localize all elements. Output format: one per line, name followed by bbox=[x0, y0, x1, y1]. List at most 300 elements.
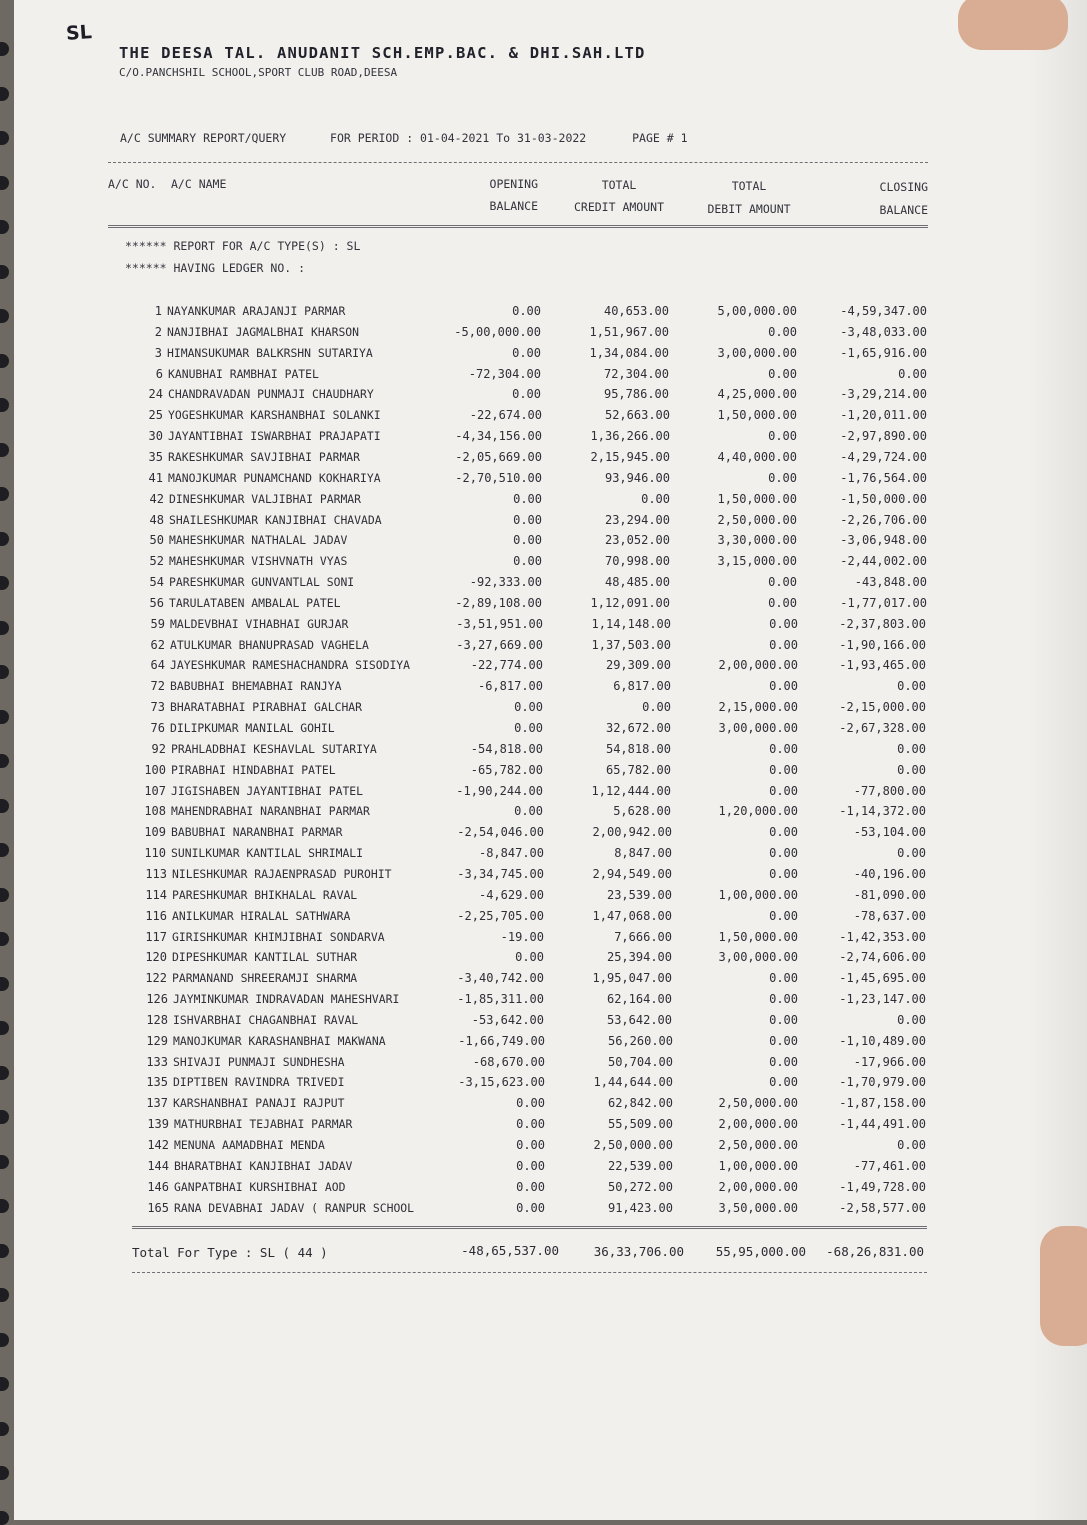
account-number: 62 bbox=[150, 638, 165, 652]
credit-amount: 56,260.00 bbox=[607, 1034, 673, 1048]
binding-hole bbox=[0, 87, 9, 101]
debit-amount: 2,00,000.00 bbox=[718, 1180, 798, 1194]
account-name: MANOJKUMAR PUNAMCHAND KOKHARIYA bbox=[168, 471, 381, 485]
binding-hole bbox=[0, 977, 9, 991]
account-name: PARESHKUMAR BHIKHALAL RAVAL bbox=[172, 888, 358, 902]
account-name: RANA DEVABHAI JADAV ( RANPUR SCHOOL bbox=[174, 1201, 415, 1215]
closing-balance: -2,37,803.00 bbox=[839, 617, 926, 631]
opening-balance: -1,90,244.00 bbox=[456, 784, 543, 798]
account-number: 137 bbox=[146, 1096, 168, 1110]
col-debit-2: DEBIT AMOUNT bbox=[707, 202, 791, 216]
opening-balance: 0.00 bbox=[513, 533, 542, 547]
closing-balance: -81,090.00 bbox=[853, 888, 926, 902]
credit-amount: 62,842.00 bbox=[607, 1096, 673, 1110]
col-closing-1: CLOSING bbox=[879, 180, 928, 194]
binding-hole bbox=[0, 1244, 9, 1258]
closing-balance: -2,26,706.00 bbox=[840, 513, 927, 527]
account-name: ATULKUMAR BHANUPRASAD VAGHELA bbox=[170, 638, 369, 652]
binding-hole bbox=[0, 665, 9, 679]
account-name: JIGISHABEN JAYANTIBHAI PATEL bbox=[171, 784, 364, 798]
account-name: KANUBHAI RAMBHAI PATEL bbox=[168, 367, 319, 381]
opening-balance: -4,629.00 bbox=[478, 888, 544, 902]
account-number: 56 bbox=[149, 596, 164, 610]
account-name: NAYANKUMAR ARAJANJI PARMAR bbox=[167, 304, 346, 318]
opening-balance: -53,642.00 bbox=[471, 1013, 544, 1027]
account-number: 114 bbox=[145, 888, 167, 902]
credit-amount: 1,51,967.00 bbox=[589, 325, 669, 339]
account-name: SHIVAJI PUNMAJI SUNDHESHA bbox=[173, 1055, 345, 1069]
table-row bbox=[14, 867, 1087, 885]
account-number: 126 bbox=[146, 992, 168, 1006]
credit-amount: 40,653.00 bbox=[603, 304, 669, 318]
table-row bbox=[14, 742, 1087, 760]
binding-hole bbox=[0, 754, 9, 768]
report-page bbox=[14, 0, 1087, 1520]
opening-balance: 0.00 bbox=[512, 387, 541, 401]
col-credit-2: CREDIT AMOUNT bbox=[573, 200, 664, 214]
table-row bbox=[14, 1180, 1087, 1198]
table-row bbox=[14, 554, 1087, 572]
debit-amount: 0.00 bbox=[769, 971, 798, 985]
credit-amount: 29,309.00 bbox=[605, 658, 671, 672]
opening-balance: 0.00 bbox=[516, 1180, 545, 1194]
closing-balance: -40,196.00 bbox=[853, 867, 926, 881]
debit-amount: 0.00 bbox=[768, 471, 797, 485]
debit-amount: 0.00 bbox=[769, 742, 798, 756]
closing-balance: -2,15,000.00 bbox=[839, 700, 926, 714]
spiral-binding-holes bbox=[0, 0, 14, 1520]
account-number: 144 bbox=[147, 1159, 169, 1173]
opening-balance: 0.00 bbox=[514, 700, 543, 714]
credit-amount: 70,998.00 bbox=[604, 554, 670, 568]
opening-balance: -2,89,108.00 bbox=[455, 596, 542, 610]
account-name: JAYANTIBHAI ISWARBHAI PRAJAPATI bbox=[168, 429, 381, 443]
account-number: 135 bbox=[146, 1075, 168, 1089]
table-row bbox=[14, 1096, 1087, 1114]
credit-amount: 25,394.00 bbox=[606, 950, 672, 964]
binding-hole bbox=[0, 42, 9, 56]
credit-amount: 23,294.00 bbox=[604, 513, 670, 527]
table-row bbox=[14, 992, 1087, 1010]
table-row bbox=[14, 408, 1087, 426]
account-name: BABUBHAI NARANBHAI PARMAR bbox=[171, 825, 343, 839]
debit-amount: 1,50,000.00 bbox=[717, 492, 797, 506]
account-number: 3 bbox=[154, 346, 162, 360]
debit-amount: 0.00 bbox=[769, 825, 798, 839]
binding-hole bbox=[0, 799, 9, 813]
total-opening: -48,65,537.00 bbox=[461, 1243, 559, 1258]
opening-balance: -4,34,156.00 bbox=[455, 429, 542, 443]
account-name: BABUBHAI BHEMABHAI RANJYA bbox=[170, 679, 342, 693]
table-row bbox=[14, 679, 1087, 697]
report-line bbox=[120, 131, 688, 145]
col-credit-1: TOTAL bbox=[601, 178, 637, 192]
credit-amount: 5,628.00 bbox=[613, 804, 671, 818]
opening-balance: -3,15,623.00 bbox=[458, 1075, 545, 1089]
debit-amount: 0.00 bbox=[768, 325, 797, 339]
binding-hole bbox=[0, 1333, 9, 1347]
account-number: 116 bbox=[145, 909, 167, 923]
account-number: 25 bbox=[148, 408, 163, 422]
account-number: 108 bbox=[144, 804, 166, 818]
opening-balance: -1,85,311.00 bbox=[457, 992, 544, 1006]
closing-balance: -2,74,606.00 bbox=[839, 950, 926, 964]
credit-amount: 1,95,047.00 bbox=[592, 971, 672, 985]
account-name: JAYESHKUMAR RAMESHACHANDRA SISODIYA bbox=[170, 658, 411, 672]
account-number: 30 bbox=[148, 429, 163, 443]
account-number: 6 bbox=[155, 367, 163, 381]
debit-amount: 4,40,000.00 bbox=[717, 450, 797, 464]
account-number: 73 bbox=[150, 700, 165, 714]
opening-balance: -2,70,510.00 bbox=[455, 471, 542, 485]
closing-balance: -1,70,979.00 bbox=[839, 1075, 926, 1089]
account-name: JAYMINKUMAR INDRAVADAN MAHESHVARI bbox=[173, 992, 400, 1006]
binding-hole bbox=[0, 1466, 9, 1480]
debit-amount: 0.00 bbox=[769, 1034, 798, 1048]
account-number: 41 bbox=[148, 471, 163, 485]
closing-balance: -53,104.00 bbox=[853, 825, 926, 839]
header-rule-top bbox=[108, 162, 928, 163]
account-number: 92 bbox=[151, 742, 166, 756]
table-row bbox=[14, 387, 1087, 405]
debit-amount: 2,50,000.00 bbox=[717, 513, 797, 527]
credit-amount: 8,847.00 bbox=[614, 846, 672, 860]
account-name: DILIPKUMAR MANILAL GOHIL bbox=[170, 721, 335, 735]
closing-balance: -1,50,000.00 bbox=[840, 492, 927, 506]
credit-amount: 22,539.00 bbox=[607, 1159, 673, 1173]
account-name: MENUNA AAMADBHAI MENDA bbox=[174, 1138, 325, 1152]
total-debit: 55,95,000.00 bbox=[715, 1244, 806, 1259]
account-number: 48 bbox=[149, 513, 164, 527]
debit-amount: 0.00 bbox=[769, 784, 798, 798]
closing-balance: -1,90,166.00 bbox=[839, 638, 926, 652]
opening-balance: 0.00 bbox=[512, 304, 541, 318]
handwritten-mark: SL bbox=[65, 21, 93, 45]
debit-amount: 3,30,000.00 bbox=[717, 533, 797, 547]
table-row bbox=[14, 950, 1087, 968]
table-row bbox=[14, 429, 1087, 447]
closing-balance: -2,67,328.00 bbox=[839, 721, 926, 735]
opening-balance: 0.00 bbox=[513, 513, 542, 527]
closing-balance: -1,20,011.00 bbox=[840, 408, 927, 422]
closing-balance: -1,77,017.00 bbox=[840, 596, 927, 610]
credit-amount: 50,704.00 bbox=[607, 1055, 673, 1069]
credit-amount: 23,052.00 bbox=[604, 533, 670, 547]
debit-amount: 0.00 bbox=[768, 429, 797, 443]
debit-amount: 3,00,000.00 bbox=[718, 950, 798, 964]
binding-hole bbox=[0, 1066, 9, 1080]
credit-amount: 95,786.00 bbox=[603, 387, 669, 401]
account-name: RAKESHKUMAR SAVJIBHAI PARMAR bbox=[168, 450, 361, 464]
credit-amount: 1,14,148.00 bbox=[591, 617, 671, 631]
account-name: DIPTIBEN RAVINDRA TRIVEDI bbox=[173, 1075, 345, 1089]
credit-amount: 32,672.00 bbox=[605, 721, 671, 735]
header-rule-bottom bbox=[108, 225, 928, 228]
binding-hole bbox=[0, 487, 9, 501]
opening-balance: -1,66,749.00 bbox=[458, 1034, 545, 1048]
closing-balance: -2,44,002.00 bbox=[840, 554, 927, 568]
col-opening-2: BALANCE bbox=[489, 199, 538, 213]
credit-amount: 1,44,644.00 bbox=[593, 1075, 673, 1089]
account-number: 54 bbox=[149, 575, 164, 589]
debit-amount: 1,00,000.00 bbox=[718, 1159, 798, 1173]
table-row bbox=[14, 1117, 1087, 1135]
debit-amount: 1,00,000.00 bbox=[718, 888, 798, 902]
account-name: BHARATABHAI PIRABHAI GALCHAR bbox=[170, 700, 363, 714]
account-name: DIPESHKUMAR KANTILAL SUTHAR bbox=[172, 950, 358, 964]
account-name: MALDEVBHAI VIHABHAI GURJAR bbox=[170, 617, 349, 631]
credit-amount: 2,15,945.00 bbox=[590, 450, 670, 464]
account-name: SUNILKUMAR KANTILAL SHRIMALI bbox=[171, 846, 364, 860]
credit-amount: 62,164.00 bbox=[606, 992, 672, 1006]
account-name: PARMANAND SHREERAMJI SHARMA bbox=[172, 971, 358, 985]
table-row bbox=[14, 513, 1087, 531]
society-address: C/O.PANCHSHIL SCHOOL,SPORT CLUB ROAD,DEESA bbox=[119, 66, 398, 79]
total-rule-top bbox=[132, 1226, 927, 1229]
table-row bbox=[14, 888, 1087, 906]
page-number: PAGE # 1 bbox=[632, 131, 688, 145]
table-row bbox=[14, 721, 1087, 739]
account-number: 146 bbox=[147, 1180, 169, 1194]
binding-hole bbox=[0, 1155, 9, 1169]
table-row bbox=[14, 971, 1087, 989]
closing-balance: -3,29,214.00 bbox=[840, 387, 927, 401]
closing-balance: 0.00 bbox=[897, 742, 926, 756]
binding-hole bbox=[0, 220, 9, 234]
table-row bbox=[14, 909, 1087, 927]
table-row bbox=[14, 346, 1087, 364]
opening-balance: 0.00 bbox=[515, 950, 544, 964]
account-name: KARSHANBHAI PANAJI RAJPUT bbox=[173, 1096, 345, 1110]
account-name: ISHVARBHAI CHAGANBHAI RAVAL bbox=[173, 1013, 359, 1027]
account-number: 35 bbox=[148, 450, 163, 464]
credit-amount: 0.00 bbox=[642, 700, 671, 714]
credit-amount: 53,642.00 bbox=[606, 1013, 672, 1027]
binding-hole bbox=[0, 621, 9, 635]
credit-amount: 2,50,000.00 bbox=[593, 1138, 673, 1152]
debit-amount: 0.00 bbox=[768, 367, 797, 381]
credit-amount: 52,663.00 bbox=[604, 408, 670, 422]
account-number: 117 bbox=[145, 930, 167, 944]
col-ac-no: A/C NO. bbox=[108, 177, 157, 191]
account-name: YOGESHKUMAR KARSHANBHAI SOLANKI bbox=[168, 408, 381, 422]
opening-balance: -8,847.00 bbox=[478, 846, 544, 860]
credit-amount: 91,423.00 bbox=[607, 1201, 673, 1215]
debit-amount: 2,15,000.00 bbox=[718, 700, 798, 714]
account-name: MAHESHKUMAR VISHVNATH VYAS bbox=[169, 554, 348, 568]
debit-amount: 1,50,000.00 bbox=[717, 408, 797, 422]
table-row bbox=[14, 596, 1087, 614]
account-name: HIMANSUKUMAR BALKRSHN SUTARIYA bbox=[167, 346, 373, 360]
account-number: 42 bbox=[149, 492, 164, 506]
credit-amount: 1,47,068.00 bbox=[592, 909, 672, 923]
closing-balance: 0.00 bbox=[897, 1013, 926, 1027]
opening-balance: 0.00 bbox=[514, 804, 543, 818]
closing-balance: -78,637.00 bbox=[853, 909, 926, 923]
closing-balance: -1,65,916.00 bbox=[840, 346, 927, 360]
credit-amount: 6,817.00 bbox=[613, 679, 671, 693]
binding-hole bbox=[0, 309, 9, 323]
binding-hole bbox=[0, 576, 9, 590]
opening-balance: 0.00 bbox=[516, 1117, 545, 1131]
debit-amount: 0.00 bbox=[769, 992, 798, 1006]
binding-hole bbox=[0, 131, 9, 145]
binding-hole bbox=[0, 932, 9, 946]
opening-balance: -3,34,745.00 bbox=[457, 867, 544, 881]
holding-thumb-top bbox=[958, 0, 1068, 50]
table-row bbox=[14, 825, 1087, 843]
table-row bbox=[14, 617, 1087, 635]
debit-amount: 2,50,000.00 bbox=[718, 1096, 798, 1110]
table-row bbox=[14, 638, 1087, 656]
closing-balance: -1,14,372.00 bbox=[839, 804, 926, 818]
account-number: 113 bbox=[145, 867, 167, 881]
credit-amount: 72,304.00 bbox=[603, 367, 669, 381]
debit-amount: 2,00,000.00 bbox=[718, 1117, 798, 1131]
closing-balance: -1,49,728.00 bbox=[839, 1180, 926, 1194]
debit-amount: 2,00,000.00 bbox=[718, 658, 798, 672]
opening-balance: -19.00 bbox=[500, 930, 544, 944]
binding-hole bbox=[0, 265, 9, 279]
credit-amount: 1,12,091.00 bbox=[590, 596, 670, 610]
account-number: 100 bbox=[144, 763, 166, 777]
opening-balance: 0.00 bbox=[516, 1201, 545, 1215]
account-number: 76 bbox=[150, 721, 165, 735]
closing-balance: -1,42,353.00 bbox=[839, 930, 926, 944]
credit-amount: 1,36,266.00 bbox=[590, 429, 670, 443]
table-row bbox=[14, 658, 1087, 676]
closing-balance: 0.00 bbox=[897, 679, 926, 693]
account-name: NANJIBHAI JAGMALBHAI KHARSON bbox=[167, 325, 360, 339]
credit-amount: 65,782.00 bbox=[605, 763, 671, 777]
opening-balance: 0.00 bbox=[516, 1138, 545, 1152]
debit-amount: 4,25,000.00 bbox=[717, 387, 797, 401]
account-name: TARULATABEN AMBALAL PATEL bbox=[169, 596, 341, 610]
account-name: CHANDRAVADAN PUNMAJI CHAUDHARY bbox=[168, 387, 374, 401]
table-row bbox=[14, 763, 1087, 781]
table-row bbox=[14, 846, 1087, 864]
binding-hole bbox=[0, 354, 9, 368]
table-row bbox=[14, 367, 1087, 385]
binding-hole bbox=[0, 1021, 9, 1035]
opening-balance: -92,333.00 bbox=[469, 575, 542, 589]
opening-balance: -68,670.00 bbox=[472, 1055, 545, 1069]
closing-balance: -43,848.00 bbox=[854, 575, 927, 589]
credit-amount: 54,818.00 bbox=[605, 742, 671, 756]
credit-amount: 1,12,444.00 bbox=[591, 784, 671, 798]
opening-balance: 0.00 bbox=[513, 492, 542, 506]
society-title: THE DEESA TAL. ANUDANIT SCH.EMP.BAC. & DHI.SAH.LTD bbox=[119, 44, 646, 62]
closing-balance: -17,966.00 bbox=[853, 1055, 926, 1069]
debit-amount: 3,00,000.00 bbox=[717, 346, 797, 360]
debit-amount: 3,15,000.00 bbox=[717, 554, 797, 568]
total-label: Total For Type : SL ( 44 ) bbox=[132, 1245, 328, 1260]
binding-hole bbox=[0, 1199, 9, 1213]
table-row bbox=[14, 304, 1087, 322]
debit-amount: 0.00 bbox=[769, 867, 798, 881]
account-number: 64 bbox=[150, 658, 165, 672]
account-number: 59 bbox=[150, 617, 165, 631]
credit-amount: 0.00 bbox=[641, 492, 670, 506]
debit-amount: 0.00 bbox=[769, 846, 798, 860]
account-number: 139 bbox=[147, 1117, 169, 1131]
opening-balance: -65,782.00 bbox=[470, 763, 543, 777]
table-row bbox=[14, 325, 1087, 343]
opening-balance: 0.00 bbox=[516, 1096, 545, 1110]
col-opening-1: OPENING bbox=[489, 177, 538, 191]
debit-amount: 3,50,000.00 bbox=[718, 1201, 798, 1215]
closing-balance: -1,10,489.00 bbox=[839, 1034, 926, 1048]
debit-amount: 0.00 bbox=[769, 763, 798, 777]
report-period: FOR PERIOD : 01-04-2021 To 31-03-2022 bbox=[330, 131, 587, 145]
closing-balance: -1,44,491.00 bbox=[839, 1117, 926, 1131]
table-row bbox=[14, 804, 1087, 822]
table-row bbox=[14, 1034, 1087, 1052]
opening-balance: 0.00 bbox=[514, 721, 543, 735]
debit-amount: 3,00,000.00 bbox=[718, 721, 798, 735]
total-credit: 36,33,706.00 bbox=[593, 1244, 684, 1259]
account-name: PARESHKUMAR GUNVANTLAL SONI bbox=[169, 575, 355, 589]
binding-hole bbox=[0, 1377, 9, 1391]
closing-balance: 0.00 bbox=[897, 846, 926, 860]
account-number: 24 bbox=[148, 387, 163, 401]
col-closing-2: BALANCE bbox=[879, 203, 928, 217]
debit-amount: 1,50,000.00 bbox=[718, 930, 798, 944]
account-name: PRAHLADBHAI KESHAVLAL SUTARIYA bbox=[171, 742, 377, 756]
credit-amount: 50,272.00 bbox=[607, 1180, 673, 1194]
binding-hole bbox=[0, 1422, 9, 1436]
opening-balance: -6,817.00 bbox=[477, 679, 543, 693]
binding-hole bbox=[0, 398, 9, 412]
closing-balance: -2,97,890.00 bbox=[840, 429, 927, 443]
opening-balance: -2,25,705.00 bbox=[457, 909, 544, 923]
account-name: GANPATBHAI KURSHIBHAI AOD bbox=[174, 1180, 346, 1194]
account-name: GIRISHKUMAR KHIMJIBHAI SONDARVA bbox=[172, 930, 385, 944]
account-name: ANILKUMAR HIRALAL SATHWARA bbox=[172, 909, 351, 923]
debit-amount: 2,50,000.00 bbox=[718, 1138, 798, 1152]
total-closing: -68,26,831.00 bbox=[826, 1244, 924, 1259]
closing-balance: -1,45,695.00 bbox=[839, 971, 926, 985]
account-name: MAHESHKUMAR NATHALAL JADAV bbox=[169, 533, 348, 547]
table-row bbox=[14, 1075, 1087, 1093]
debit-amount: 0.00 bbox=[769, 638, 798, 652]
opening-balance: -72,304.00 bbox=[468, 367, 541, 381]
account-number: 2 bbox=[154, 325, 162, 339]
debit-amount: 0.00 bbox=[769, 1055, 798, 1069]
table-row bbox=[14, 1055, 1087, 1073]
account-number: 142 bbox=[147, 1138, 169, 1152]
binding-hole bbox=[0, 710, 9, 724]
credit-amount: 23,539.00 bbox=[606, 888, 672, 902]
closing-balance: -77,800.00 bbox=[853, 784, 926, 798]
account-number: 1 bbox=[154, 304, 162, 318]
binding-hole bbox=[0, 443, 9, 457]
opening-balance: -2,54,046.00 bbox=[457, 825, 544, 839]
credit-amount: 55,509.00 bbox=[607, 1117, 673, 1131]
binding-hole bbox=[0, 1288, 9, 1302]
closing-balance: 0.00 bbox=[897, 763, 926, 777]
account-name: MATHURBHAI TEJABHAI PARMAR bbox=[174, 1117, 353, 1131]
closing-balance: 0.00 bbox=[898, 367, 927, 381]
account-number: 50 bbox=[149, 533, 164, 547]
credit-amount: 7,666.00 bbox=[614, 930, 672, 944]
holding-thumb-bottom bbox=[1040, 1226, 1087, 1346]
opening-balance: -22,674.00 bbox=[469, 408, 542, 422]
opening-balance: 0.00 bbox=[512, 346, 541, 360]
opening-balance: -54,818.00 bbox=[470, 742, 543, 756]
account-number: 110 bbox=[144, 846, 166, 860]
table-row bbox=[14, 930, 1087, 948]
